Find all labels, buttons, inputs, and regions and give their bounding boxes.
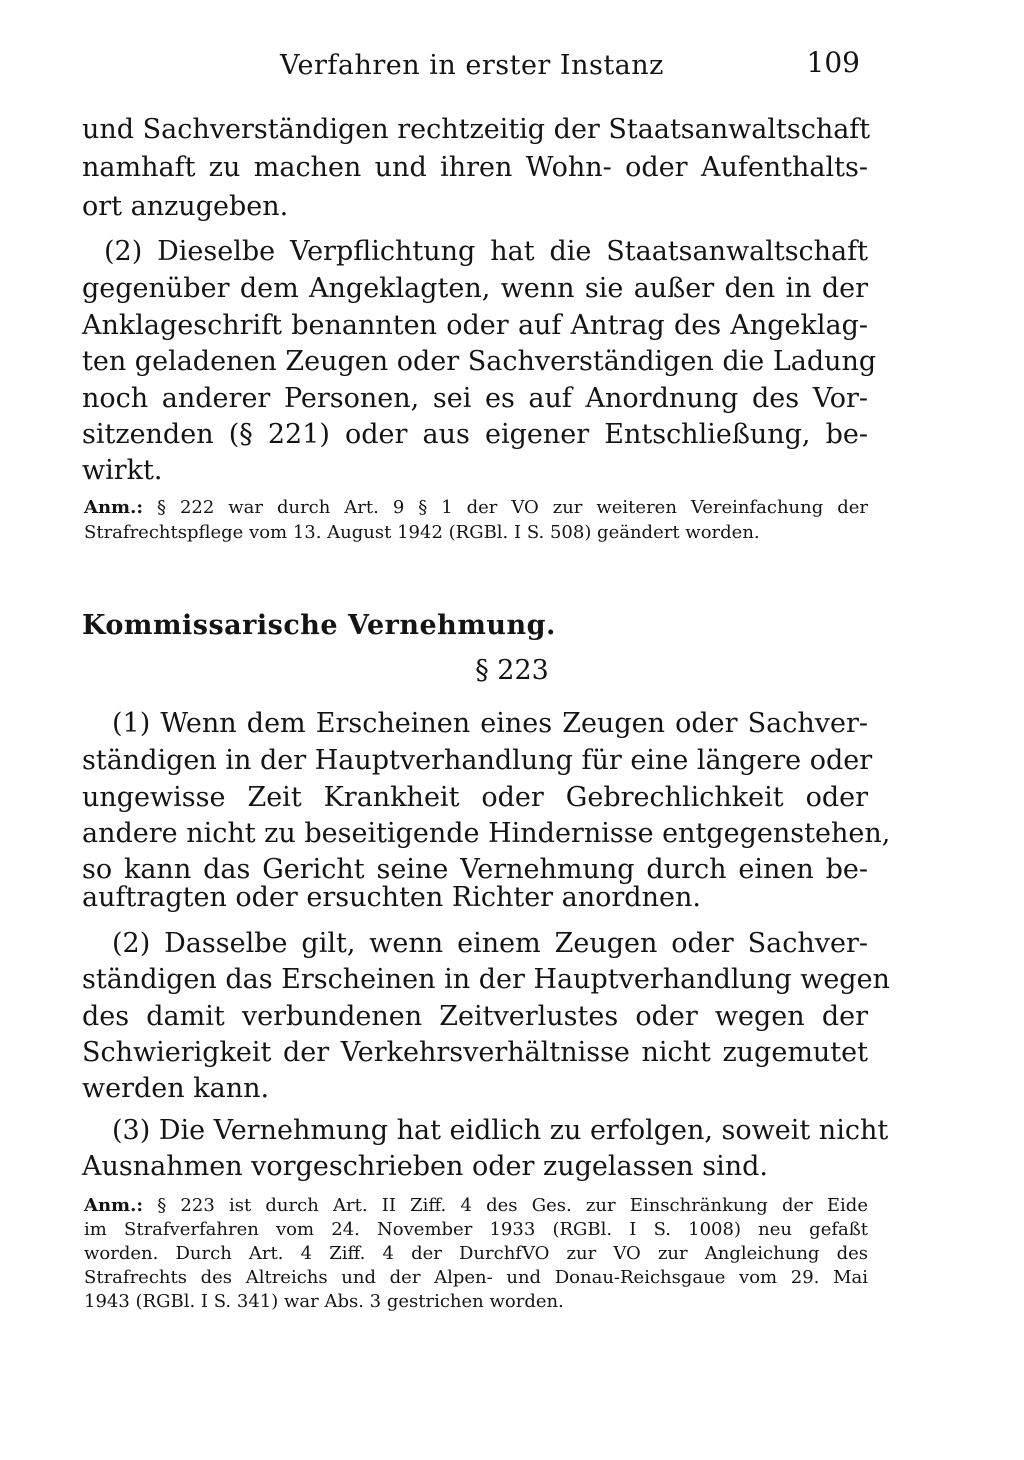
text-line: gegenüber dem Angeklagten, wenn sie außer den in der	[82, 273, 868, 304]
footnote-line	[84, 1194, 868, 1218]
text-line: ständigen das Erscheinen in der Hauptverhandlung wegen	[82, 964, 890, 995]
text-line: und Sachverständigen rechtzeitig der Staatsanwaltschaft	[82, 114, 871, 145]
text-line: wirkt.	[82, 455, 163, 486]
text-line: (2) Dieselbe Verpflichtung hat die Staatsanwaltschaft	[104, 236, 868, 267]
text-line: ort anzugeben.	[82, 191, 289, 222]
footnote-line: worden. Durch Art. 4 Ziff. 4 der DurchfVO zur VO zur Angleichung des	[84, 1243, 868, 1264]
page-header	[80, 46, 870, 90]
text-line: (3) Die Vernehmung hat eidlich zu erfolgen, soweit nicht	[112, 1115, 889, 1146]
text-line: Anklageschrift benannten oder auf Antrag des Angeklag-	[82, 310, 868, 341]
text-line: ten geladenen Zeugen oder Sachverständigen die Ladung	[82, 346, 877, 377]
page-number: 109	[806, 46, 860, 79]
section-number: § 223	[475, 655, 549, 686]
text-line: sitzenden (§ 221) oder aus eigener Entschließung, be-	[82, 419, 868, 450]
text-line: namhaft zu machen und ihren Wohn- oder Aufenthalts-	[82, 152, 868, 183]
text-line: werden kann.	[82, 1073, 270, 1104]
text-line: andere nicht zu beseitigende Hindernisse entgegenstehen,	[82, 818, 891, 849]
running-title: Verfahren in erster Instanz	[280, 50, 664, 81]
text-line: Schwierigkeit der Verkehrsverhältnisse nicht zugemutet	[82, 1037, 868, 1068]
footnote-line: im Strafverfahren vom 24. November 1933 (RGBl. I S. 1008) neu gefaßt	[84, 1219, 868, 1240]
text-line: Ausnahmen vorgeschrieben oder zugelassen sind.	[82, 1151, 768, 1182]
text-line: des damit verbundenen Zeitverlustes oder wegen der	[82, 1001, 868, 1032]
text-line: so kann das Gericht seine Vernehmung durch einen be-	[82, 854, 868, 885]
footnote-label: Anm.:	[84, 497, 144, 518]
footnote-line: Strafrechts des Altreichs und der Alpen- und Donau-Reichsgaue vom 29. Mai	[84, 1267, 868, 1288]
footnote-text: § 222 war durch Art. 9 § 1 der VO zur weiteren Vereinfachung der	[156, 497, 868, 518]
footnote-text: § 223 ist durch Art. II Ziff. 4 des Ges. zur Einschränkung der Eide	[157, 1195, 868, 1216]
footnote-line: 1943 (RGBl. I S. 341) war Abs. 3 gestrichen worden.	[84, 1291, 564, 1312]
text-line: auftragten oder ersuchten Richter anordnen.	[82, 882, 701, 913]
footnote-line: Strafrechtspflege vom 13. August 1942 (RGBl. I S. 508) geändert worden.	[84, 522, 760, 543]
text-line: ungewisse Zeit Krankheit oder Gebrechlichkeit oder	[82, 782, 868, 813]
text-line: noch anderer Personen, sei es auf Anordnung des Vor-	[82, 383, 868, 414]
footnote-label: Anm.:	[84, 1195, 144, 1216]
footnote-line	[84, 496, 868, 520]
text-line: (2) Dasselbe gilt, wenn einem Zeugen oder Sachver-	[112, 928, 868, 959]
section-heading: Kommissarische Vernehmung.	[82, 610, 556, 641]
text-line: ständigen in der Hauptverhandlung für eine längere oder	[82, 745, 873, 776]
text-line: (1) Wenn dem Erscheinen eines Zeugen oder Sachver-	[112, 708, 868, 739]
